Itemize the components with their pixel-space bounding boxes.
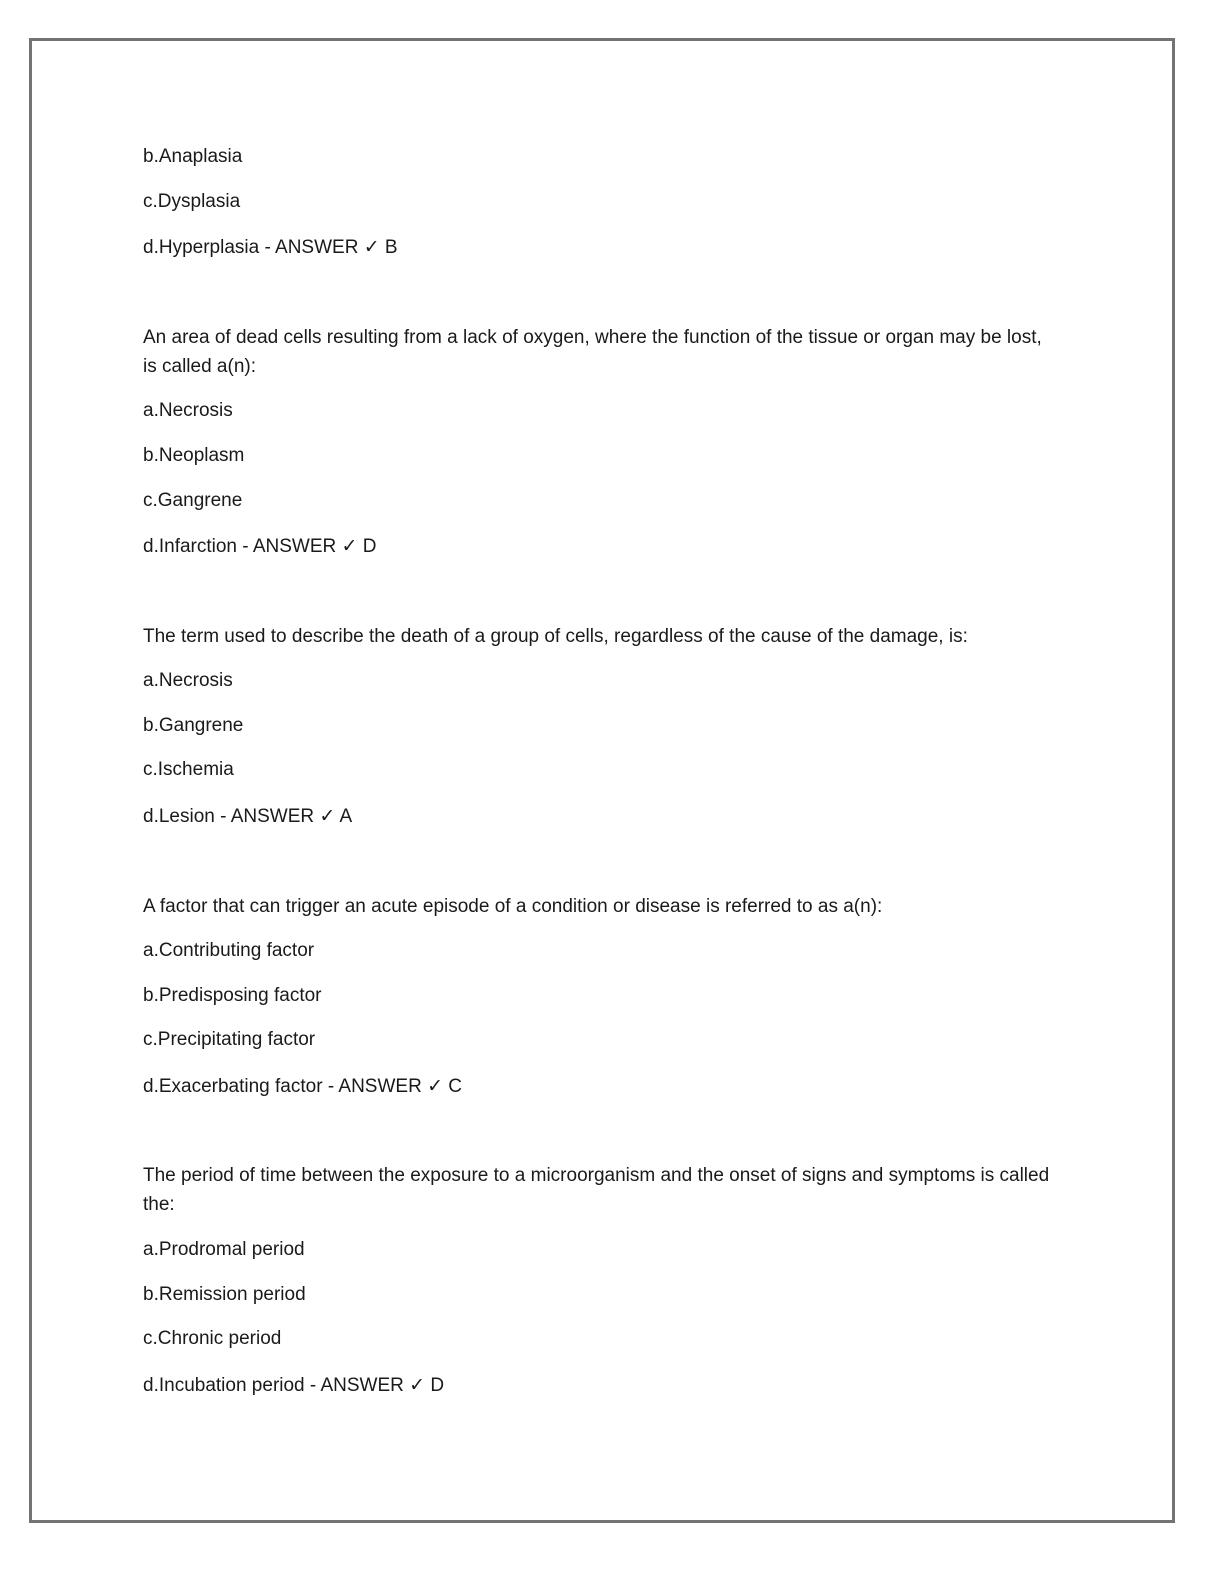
question-text: A factor that can trigger an acute episode of a condition or disease is referred to as a(n): [143, 896, 883, 917]
answer-letter: A [339, 806, 353, 827]
answer-letter: B [384, 237, 398, 258]
checkmark-icon: ✓ [427, 1075, 443, 1097]
option-c: c.Gangrene [143, 490, 243, 511]
answer-line: d.Lesion - ANSWER ✓ A [143, 805, 353, 827]
option-c: c.Precipitating factor [143, 1029, 316, 1050]
checkmark-icon: ✓ [319, 805, 336, 827]
question-text: An area of dead cells resulting from a lack of oxygen, where the function of the tissue or organ may be lost, is called a(n): [143, 327, 1042, 377]
answer-letter: D [430, 1375, 445, 1396]
checkmark-icon: ✓ [341, 535, 358, 557]
option-d: d.Hyperplasia [143, 237, 260, 258]
option-a: a.Prodromal period [143, 1239, 305, 1260]
option-d: d.Infarction [143, 536, 237, 557]
option-b: b.Remission period [143, 1284, 306, 1305]
answer-line: d.Infarction - ANSWER ✓ D [143, 535, 377, 557]
answer-letter: D [362, 536, 377, 557]
option-a: a.Contributing factor [143, 940, 315, 961]
option-c: c.Dysplasia [143, 191, 241, 212]
answer-label: ANSWER [252, 536, 337, 557]
option-d: d.Exacerbating factor [143, 1076, 323, 1097]
answer-label: ANSWER [338, 1076, 422, 1097]
option-b: b.Neoplasm [143, 445, 245, 466]
answer-label: ANSWER [275, 237, 359, 258]
answer-label: ANSWER [230, 806, 315, 827]
question-text: The period of time between the exposure to a microorganism and the onset of signs and symptoms is called the: [143, 1165, 1050, 1215]
answer-line: d.Hyperplasia - ANSWER ✓ B [143, 236, 398, 258]
checkmark-icon: ✓ [409, 1374, 426, 1396]
option-b: b.Predisposing factor [143, 985, 322, 1006]
option-c: c.Ischemia [143, 759, 234, 780]
option-d: d.Lesion [143, 806, 215, 827]
option-d: d.Incubation period [143, 1375, 305, 1396]
question-text: The term used to describe the death of a group of cells, regardless of the cause of the damage, is: [143, 626, 968, 647]
answer-label: ANSWER [320, 1375, 404, 1396]
answer-line: d.Exacerbating factor - ANSWER ✓ C [143, 1075, 463, 1097]
answer-letter: C [448, 1076, 463, 1097]
option-c: c.Chronic period [143, 1328, 282, 1349]
option-b: b.Gangrene [143, 715, 244, 736]
option-a: a.Necrosis [143, 400, 233, 421]
option-b: b.Anaplasia [143, 146, 243, 167]
option-a: a.Necrosis [143, 670, 233, 691]
answer-line: d.Incubation period - ANSWER ✓ D [143, 1374, 445, 1396]
checkmark-icon: ✓ [363, 236, 380, 258]
